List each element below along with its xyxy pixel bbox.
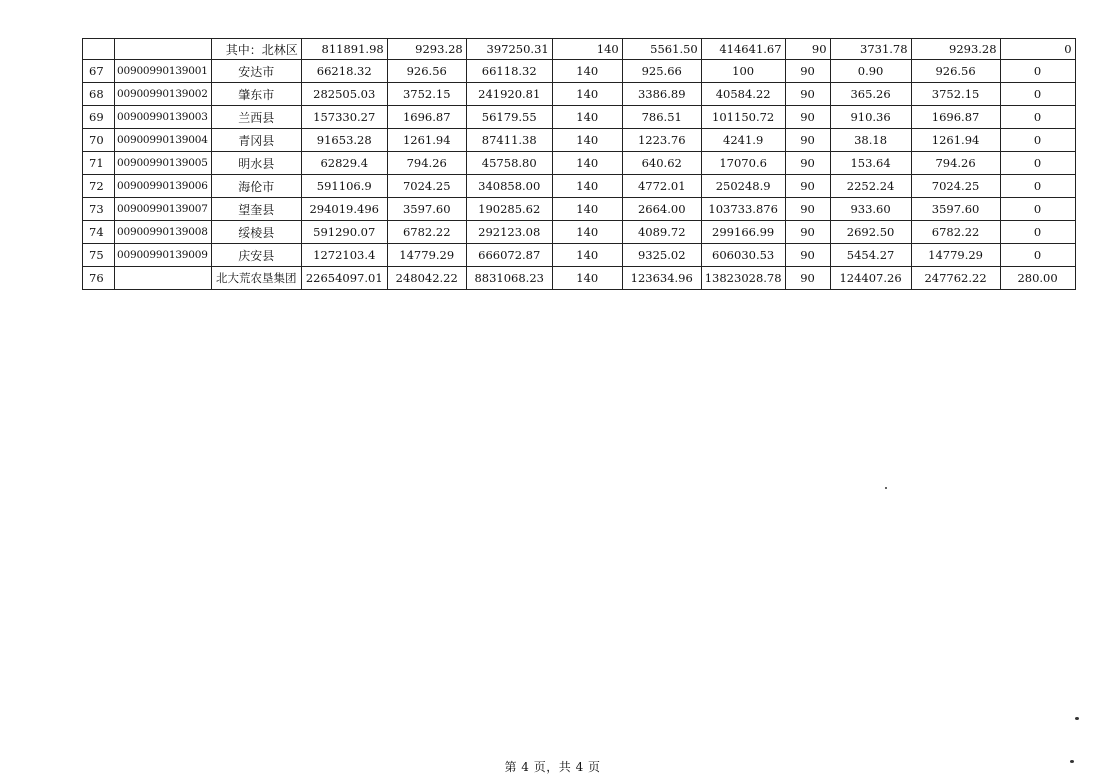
table-row	[83, 83, 1076, 106]
code-cell: 00900990139006	[115, 175, 212, 198]
value-cell: 3752.15	[387, 83, 466, 106]
value-cell: 4089.72	[622, 221, 701, 244]
value-cell: 90	[785, 152, 830, 175]
value-cell: 124407.26	[830, 267, 911, 290]
value-cell: 90	[785, 83, 830, 106]
index-cell: 73	[83, 198, 115, 221]
code-cell: 00900990139007	[115, 198, 212, 221]
value-cell: 14779.29	[387, 244, 466, 267]
value-cell: 153.64	[830, 152, 911, 175]
value-cell: 7024.25	[911, 175, 1000, 198]
region-cell: 兰西县	[211, 106, 301, 129]
value-cell: 140	[552, 152, 622, 175]
code-cell: 00900990139002	[115, 83, 212, 106]
value-cell: 103733.876	[701, 198, 785, 221]
value-cell: 794.26	[911, 152, 1000, 175]
value-cell: 8831068.23	[466, 267, 552, 290]
value-cell: 294019.496	[301, 198, 387, 221]
value-cell: 0	[1000, 60, 1075, 83]
value-cell: 17070.6	[701, 152, 785, 175]
value-cell: 794.26	[387, 152, 466, 175]
value-cell: 0	[1000, 244, 1075, 267]
value-cell: 140	[552, 106, 622, 129]
table-row	[83, 60, 1076, 83]
value-cell: 22654097.01	[301, 267, 387, 290]
index-cell	[83, 39, 115, 60]
value-cell: 365.26	[830, 83, 911, 106]
region-cell: 其中：北林区	[211, 39, 301, 60]
value-cell: 241920.81	[466, 83, 552, 106]
value-cell: 0	[1000, 106, 1075, 129]
region-cell: 安达市	[211, 60, 301, 83]
value-cell: 1696.87	[387, 106, 466, 129]
scan-speck	[885, 487, 887, 489]
value-cell: 933.60	[830, 198, 911, 221]
region-cell: 绥棱县	[211, 221, 301, 244]
index-cell: 75	[83, 244, 115, 267]
value-cell: 640.62	[622, 152, 701, 175]
value-cell: 3731.78	[830, 39, 911, 60]
value-cell: 101150.72	[701, 106, 785, 129]
value-cell: 9325.02	[622, 244, 701, 267]
index-cell: 72	[83, 175, 115, 198]
table-row	[83, 244, 1076, 267]
value-cell: 190285.62	[466, 198, 552, 221]
region-cell: 明水县	[211, 152, 301, 175]
value-cell: 140	[552, 267, 622, 290]
value-cell: 606030.53	[701, 244, 785, 267]
code-cell	[115, 39, 212, 60]
scan-speck	[1070, 760, 1074, 763]
value-cell: 62829.4	[301, 152, 387, 175]
value-cell: 13823028.78	[701, 267, 785, 290]
value-cell: 140	[552, 198, 622, 221]
value-cell: 0	[1000, 39, 1075, 60]
code-cell: 00900990139008	[115, 221, 212, 244]
value-cell: 299166.99	[701, 221, 785, 244]
value-cell: 3597.60	[387, 198, 466, 221]
code-cell	[115, 267, 212, 290]
value-cell: 0	[1000, 152, 1075, 175]
value-cell: 3386.89	[622, 83, 701, 106]
table-body	[83, 39, 1076, 290]
value-cell: 140	[552, 60, 622, 83]
index-cell: 71	[83, 152, 115, 175]
value-cell: 90	[785, 175, 830, 198]
value-cell: 926.56	[911, 60, 1000, 83]
value-cell: 7024.25	[387, 175, 466, 198]
code-cell: 00900990139003	[115, 106, 212, 129]
value-cell: 45758.80	[466, 152, 552, 175]
value-cell: 247762.22	[911, 267, 1000, 290]
value-cell: 38.18	[830, 129, 911, 152]
value-cell: 90	[785, 129, 830, 152]
table-row	[83, 221, 1076, 244]
value-cell: 2692.50	[830, 221, 911, 244]
value-cell: 397250.31	[466, 39, 552, 60]
value-cell: 0	[1000, 221, 1075, 244]
table-row	[83, 152, 1076, 175]
code-cell: 00900990139005	[115, 152, 212, 175]
value-cell: 6782.22	[911, 221, 1000, 244]
value-cell: 0.90	[830, 60, 911, 83]
value-cell: 1272103.4	[301, 244, 387, 267]
value-cell: 140	[552, 83, 622, 106]
value-cell: 123634.96	[622, 267, 701, 290]
value-cell: 666072.87	[466, 244, 552, 267]
value-cell: 5561.50	[622, 39, 701, 60]
index-cell: 70	[83, 129, 115, 152]
value-cell: 786.51	[622, 106, 701, 129]
value-cell: 926.56	[387, 60, 466, 83]
value-cell: 0	[1000, 129, 1075, 152]
value-cell: 811891.98	[301, 39, 387, 60]
value-cell: 1223.76	[622, 129, 701, 152]
value-cell: 90	[785, 106, 830, 129]
value-cell: 340858.00	[466, 175, 552, 198]
value-cell: 40584.22	[701, 83, 785, 106]
value-cell: 591106.9	[301, 175, 387, 198]
table-row-total	[83, 267, 1076, 290]
value-cell: 4772.01	[622, 175, 701, 198]
value-cell: 910.36	[830, 106, 911, 129]
value-cell: 2664.00	[622, 198, 701, 221]
code-cell: 00900990139004	[115, 129, 212, 152]
value-cell: 14779.29	[911, 244, 1000, 267]
region-cell: 北大荒农垦集团	[211, 267, 301, 290]
value-cell: 90	[785, 267, 830, 290]
value-cell: 1261.94	[387, 129, 466, 152]
value-cell: 9293.28	[387, 39, 466, 60]
value-cell: 6782.22	[387, 221, 466, 244]
value-cell: 9293.28	[911, 39, 1000, 60]
region-cell: 海伦市	[211, 175, 301, 198]
value-cell: 1696.87	[911, 106, 1000, 129]
value-cell: 292123.08	[466, 221, 552, 244]
index-cell: 67	[83, 60, 115, 83]
table-row	[83, 175, 1076, 198]
value-cell: 56179.55	[466, 106, 552, 129]
index-cell: 69	[83, 106, 115, 129]
value-cell: 100	[701, 60, 785, 83]
value-cell: 91653.28	[301, 129, 387, 152]
code-cell: 00900990139009	[115, 244, 212, 267]
table-row-beilin	[83, 39, 1076, 60]
value-cell: 0	[1000, 198, 1075, 221]
page-footer: 第 4 页，共 4 页	[504, 760, 601, 774]
value-cell: 414641.67	[701, 39, 785, 60]
value-cell: 140	[552, 244, 622, 267]
value-cell: 591290.07	[301, 221, 387, 244]
value-cell: 250248.9	[701, 175, 785, 198]
value-cell: 90	[785, 198, 830, 221]
table-row	[83, 106, 1076, 129]
value-cell: 4241.9	[701, 129, 785, 152]
value-cell: 140	[552, 221, 622, 244]
value-cell: 90	[785, 244, 830, 267]
table-row	[83, 198, 1076, 221]
value-cell: 87411.38	[466, 129, 552, 152]
value-cell: 3597.60	[911, 198, 1000, 221]
region-cell: 望奎县	[211, 198, 301, 221]
value-cell: 1261.94	[911, 129, 1000, 152]
value-cell: 140	[552, 175, 622, 198]
value-cell: 282505.03	[301, 83, 387, 106]
value-cell: 90	[785, 221, 830, 244]
region-cell: 庆安县	[211, 244, 301, 267]
subsidy-table	[82, 38, 1076, 290]
value-cell: 0	[1000, 83, 1075, 106]
value-cell: 2252.24	[830, 175, 911, 198]
table-row	[83, 129, 1076, 152]
value-cell: 3752.15	[911, 83, 1000, 106]
value-cell: 66218.32	[301, 60, 387, 83]
value-cell: 280.00	[1000, 267, 1075, 290]
value-cell: 140	[552, 39, 622, 60]
index-cell: 76	[83, 267, 115, 290]
value-cell: 925.66	[622, 60, 701, 83]
scan-speck	[1075, 717, 1079, 720]
value-cell: 0	[1000, 175, 1075, 198]
region-cell: 青冈县	[211, 129, 301, 152]
value-cell: 90	[785, 39, 830, 60]
value-cell: 157330.27	[301, 106, 387, 129]
value-cell: 140	[552, 129, 622, 152]
value-cell: 5454.27	[830, 244, 911, 267]
value-cell: 248042.22	[387, 267, 466, 290]
value-cell: 90	[785, 60, 830, 83]
code-cell: 00900990139001	[115, 60, 212, 83]
value-cell: 66118.32	[466, 60, 552, 83]
index-cell: 68	[83, 83, 115, 106]
index-cell: 74	[83, 221, 115, 244]
region-cell: 肇东市	[211, 83, 301, 106]
